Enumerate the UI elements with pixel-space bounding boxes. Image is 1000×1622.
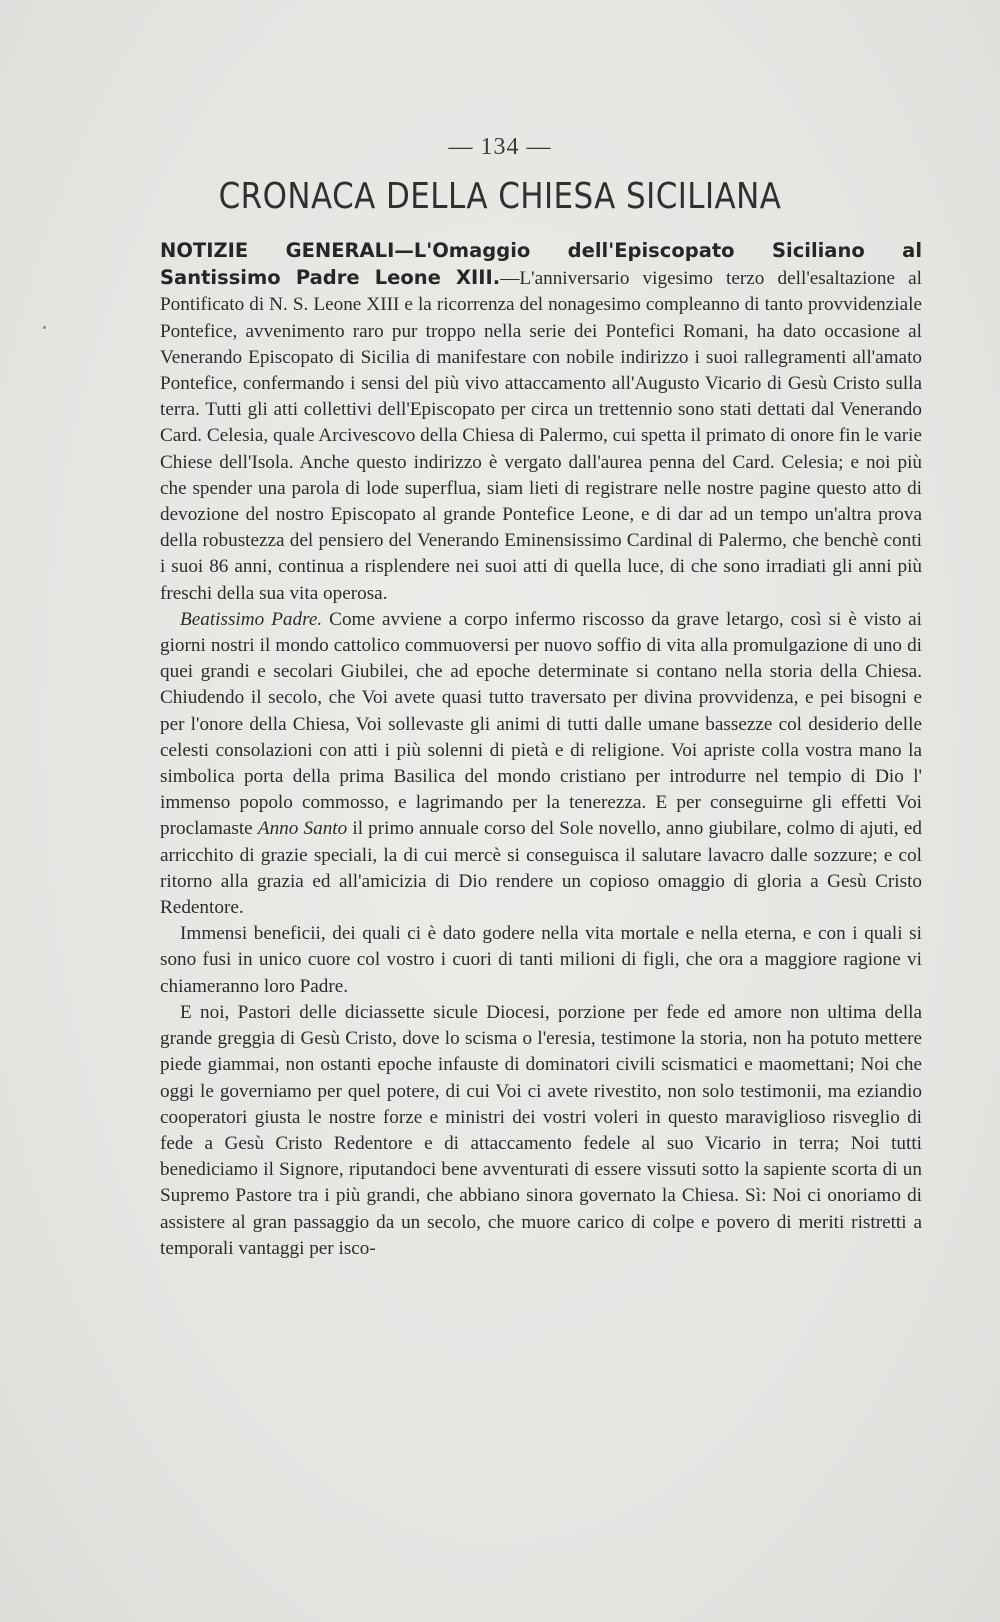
paragraph-3: Immensi beneficii, dei quali ci è dato godere nella vita mortale e nella eterna, e con i quali si sono fusi in unico cuore col vostro i cuori di tanti milioni di figli, che ora a maggiore ragione vi chiameranno loro Padre.	[160, 923, 922, 997]
page-number: — 134 —	[448, 134, 552, 160]
paragraph-1	[160, 238, 922, 607]
section-heading: NOTIZIE GENERALI—L'Omaggio dell'Episcopato Siciliano al Santissimo Padre Leone XIII.	[160, 239, 922, 290]
paragraph-2-text-b: il primo annuale corso del Sole novello, anno giubilare, colmo di ajuti, ed arricchito di grazie speciali, la di cui mercè si conseguisca il salutare lavacro dalle sozzure; e col ritorno alla grazia ed all'amicizia di Dio rendere un copioso omaggio di gloria a Gesù Cristo Redentore.	[160, 818, 922, 919]
paragraph-4: E noi, Pastori delle diciassette sicule Diocesi, porzione per fede ed amore non ultima della grande greggia di Gesù Cristo, dove lo scisma o l'eresia, testimone la storia, non ha potuto mettere piede giammai, non ostanti epoche infauste di dominatori civili scismatici e maomettani; Noi che oggi le governiamo per quel potere, di cui Voi ci avete rivestito, non solo testimonii, ma eziandio cooperatori giusta le nostre forze e ministri dei vostri voleri in questo maraviglioso risveglio di fede a Gesù Cristo Redentore e di attaccamento fedele al suo Vicario in terra; Noi tutti benediciamo il Signore, riputandoci bene avventurati di essere vissuti sotto la sapiente scorta di un Supremo Pastore tra i più grandi, che abbiano sinora governato la Chiesa. Sì: Noi ci onoriamo di assistere al gran passaggio da un secolo, che muore carico di colpe e povero di meriti ristretti a temporali vantaggi per isco-	[160, 1001, 922, 1259]
paragraph-2-text-a: Come avviene a corpo infermo riscosso da grave letargo, così si è visto ai giorni nostri il mondo cattolico commuoversi per nuovo soffio di vita alla promulgazione di uno di quei grandi e secolari Giubilei, che ad epoche determinate si contano nella storia della Chiesa. Chiudendo il secolo, che Voi avete quasi tutto traversato per divina provvidenza, e pei bisogni e per l'onore della Chiesa, Voi sollevaste gli animi di tutti dalle umane bassezze col desiderio delle celesti consolazioni con atti i più solenni di pietà e di religione. Voi apriste colla vostra mano la simbolica porta della prima Basilica del mondo cristiano per introdurre nel tempio di Dio l' immenso popolo commosso, e lagrimando per la tenerezza. E per conseguirne gli effetti Voi proclamaste	[160, 608, 922, 840]
chronicle-title: CRONACA DELLA CHIESA SICILIANA	[218, 176, 782, 217]
anno-santo: Anno Santo	[257, 818, 348, 840]
article-body	[160, 238, 922, 1262]
salutation: Beatissimo Padre.	[180, 608, 323, 630]
paragraph-1-text: —L'anniversario vigesimo terzo dell'esaltazione al Pontificato di N. S. Leone XIII e la ricorrenza del nonagesimo compleanno di tanto provvidenziale Pontefice, avvenimento raro pur troppo nella serie dei Pontefici Romani, ha dato occasione al Venerando Episcopato di Sicilia di manifestare con nobile indirizzo i suoi rallegramenti all'amato Pontefice, confermando i sensi del più vivo attaccamento all'Augusto Vicario di Gesù Cristo sulla terra. Tutti gli atti collettivi dell'Episcopato per circa un trettennio sono stati dettati dal Venerando Card. Celesia, quale Arcivescovo della Chiesa di Palermo, cui spetta il primato di onore fin le varie Chiese dell'Isola. Anche questo indirizzo è vergato dall'aurea penna del Card. Celesia; e noi più che spender una parola di lode superflua, siam lieti di registrare nelle nostre pagine questo atto di devozione del nostro Episcopato al grande Pontefice Leone, e di dar ad un tempo un'altra prova della robustezza del pensiero del Venerando Eminensissimo Cardinal di Palermo, che benchè conti i suoi 86 anni, continua a risplendere nei suoi atti di quella luce, di che sono irradiati gli anni più freschi della sua vita operosa.	[160, 268, 922, 604]
margin-speck	[43, 326, 46, 329]
paragraph-2	[160, 607, 922, 921]
